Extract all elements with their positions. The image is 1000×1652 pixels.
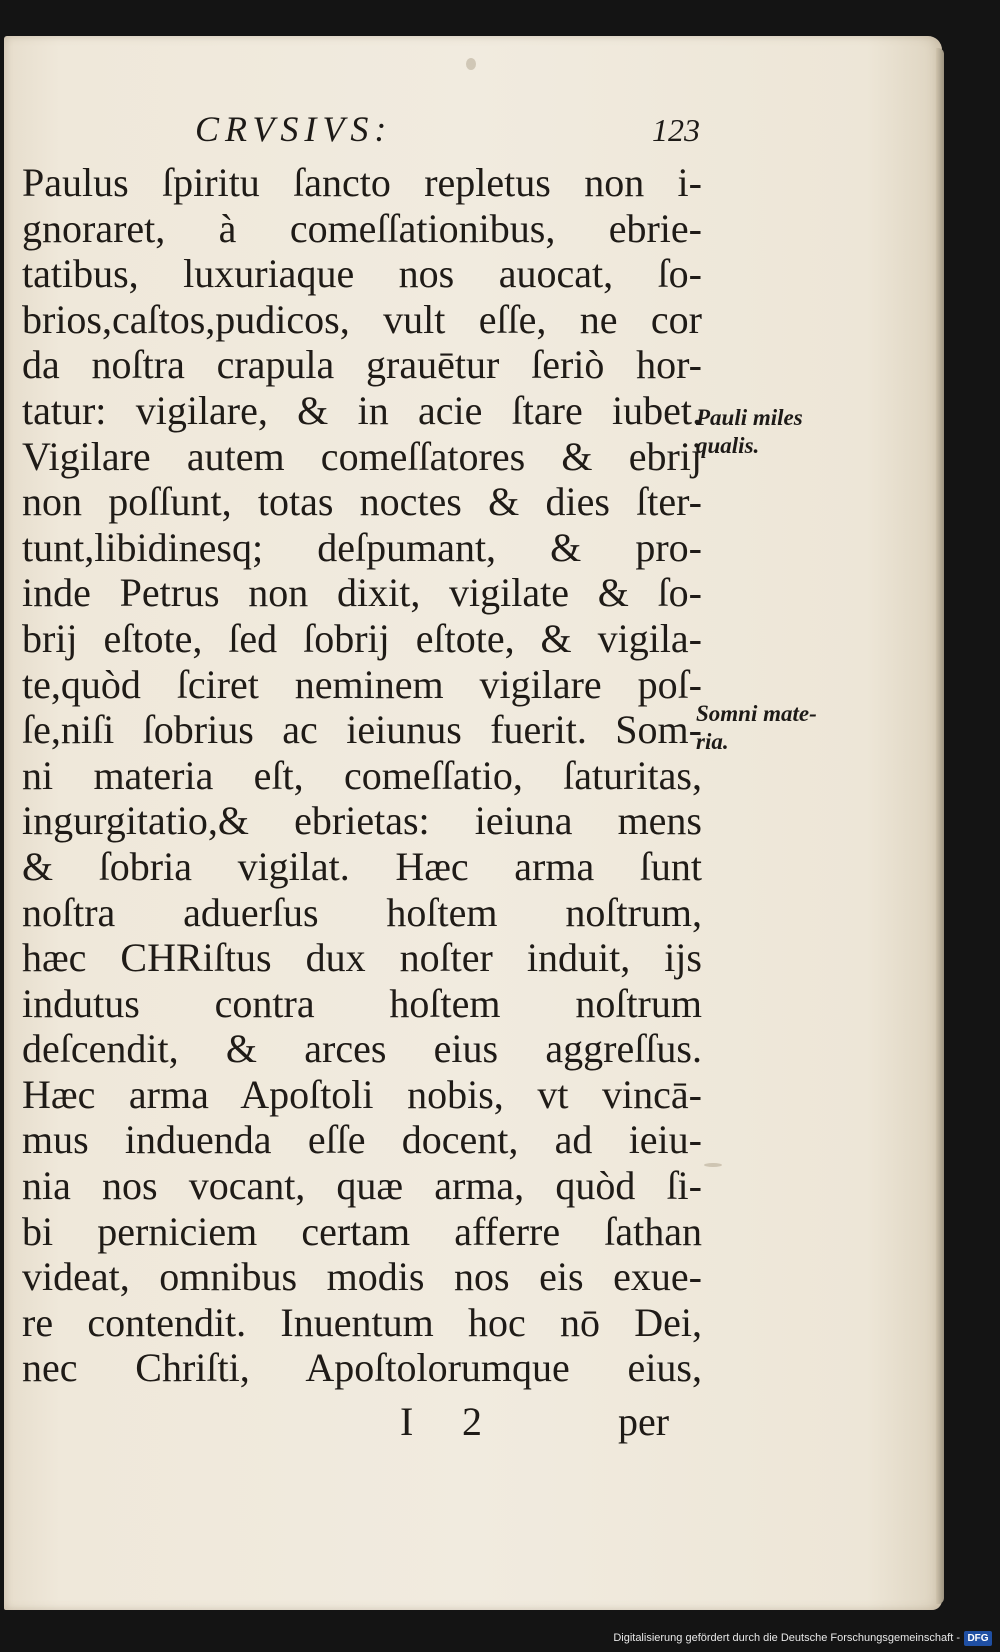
catchword: per (618, 1399, 670, 1444)
text-line: te,quòd ſciret neminem vigilare poſ- (22, 661, 702, 707)
text-line: tatur: vigilare, & in acie ſtare iubet. (22, 387, 702, 433)
paper-stain (704, 1163, 722, 1167)
text-line: hæc CHRiſtus dux noſter induit, ijs (22, 935, 702, 981)
text-line: nec Chriſti, Apoſtolorumque eius, (22, 1345, 702, 1391)
text-line: Hæc arma Apoſtoli nobis, vt vincā- (22, 1071, 702, 1117)
text-line: brij eſtote, ſed ſobrij eſtote, & vigila- (22, 615, 702, 661)
signature-mark: I (400, 1399, 414, 1444)
marginal-note-line: Pauli miles (696, 405, 803, 430)
page-number: 123 (652, 112, 700, 148)
text-line: tunt,libidinesq; deſpumant, & pro- (22, 524, 702, 570)
text-line: bi perniciem certam afferre ſathan (22, 1208, 702, 1254)
text-line: deſcendit, & arces eius aggreſſus. (22, 1026, 702, 1072)
text-line: Paulus ſpiritu ſancto repletus non i- (22, 160, 702, 205)
text-line: ingurgitatio,& ebrietas: ieiuna mens (22, 798, 702, 844)
text-line: da noſtra crapula grauētur ſeriò hor- (22, 342, 702, 388)
text-line: tatibus, luxuriaque nos auocat, ſo- (22, 251, 702, 297)
page-edge (936, 48, 944, 1604)
text-line: Vigilare autem comeſſatores & ebrij (22, 433, 702, 479)
marginal-note (696, 700, 817, 756)
text-line: re contendit. Inuentum hoc nō Dei, (22, 1299, 702, 1345)
text-line: nia nos vocant, quæ arma, quòd ſi- (22, 1163, 702, 1209)
text-line: noſtra aduerſus hoſtem noſtrum, (22, 889, 702, 935)
text-line: indutus contra hoſtem noſtrum (22, 980, 702, 1026)
marginal-note (696, 404, 803, 460)
marginal-note-line: ria. (696, 729, 729, 754)
text-line: brios,caſtos,pudicos, vult eſſe, ne cor (22, 296, 702, 342)
signature-number: 2 (462, 1399, 482, 1444)
marginal-note-line: qualis. (696, 433, 760, 458)
text-line: gnoraret, à comeſſationibus, ebrie- (22, 205, 702, 251)
text-line: videat, omnibus modis nos eis exue- (22, 1254, 702, 1300)
text-line: non poſſunt, totas noctes & dies ſter- (22, 479, 702, 525)
text-line: ſe,niſi ſobrius ac ieiunus fuerit. Som- (22, 707, 702, 753)
text-line: & ſobria vigilat. Hæc arma ſunt (22, 843, 702, 889)
text-line: ni materia eſt, comeſſatio, ſaturitas, (22, 752, 702, 798)
text-line: mus induenda eſſe docent, ad ieiu- (22, 1117, 702, 1163)
paper-stain (466, 58, 476, 70)
dfg-logo: DFG (964, 1631, 992, 1646)
text-line: inde Petrus non dixit, vigilate & ſo- (22, 570, 702, 616)
body-text (22, 160, 702, 1391)
marginal-note-line: Somni mate- (696, 701, 817, 726)
running-title: CRVSIVS: (195, 109, 393, 149)
digitization-credit: Digitalisierung gefördert durch die Deutsche Forschungsgemeinschaft - (613, 1632, 960, 1644)
